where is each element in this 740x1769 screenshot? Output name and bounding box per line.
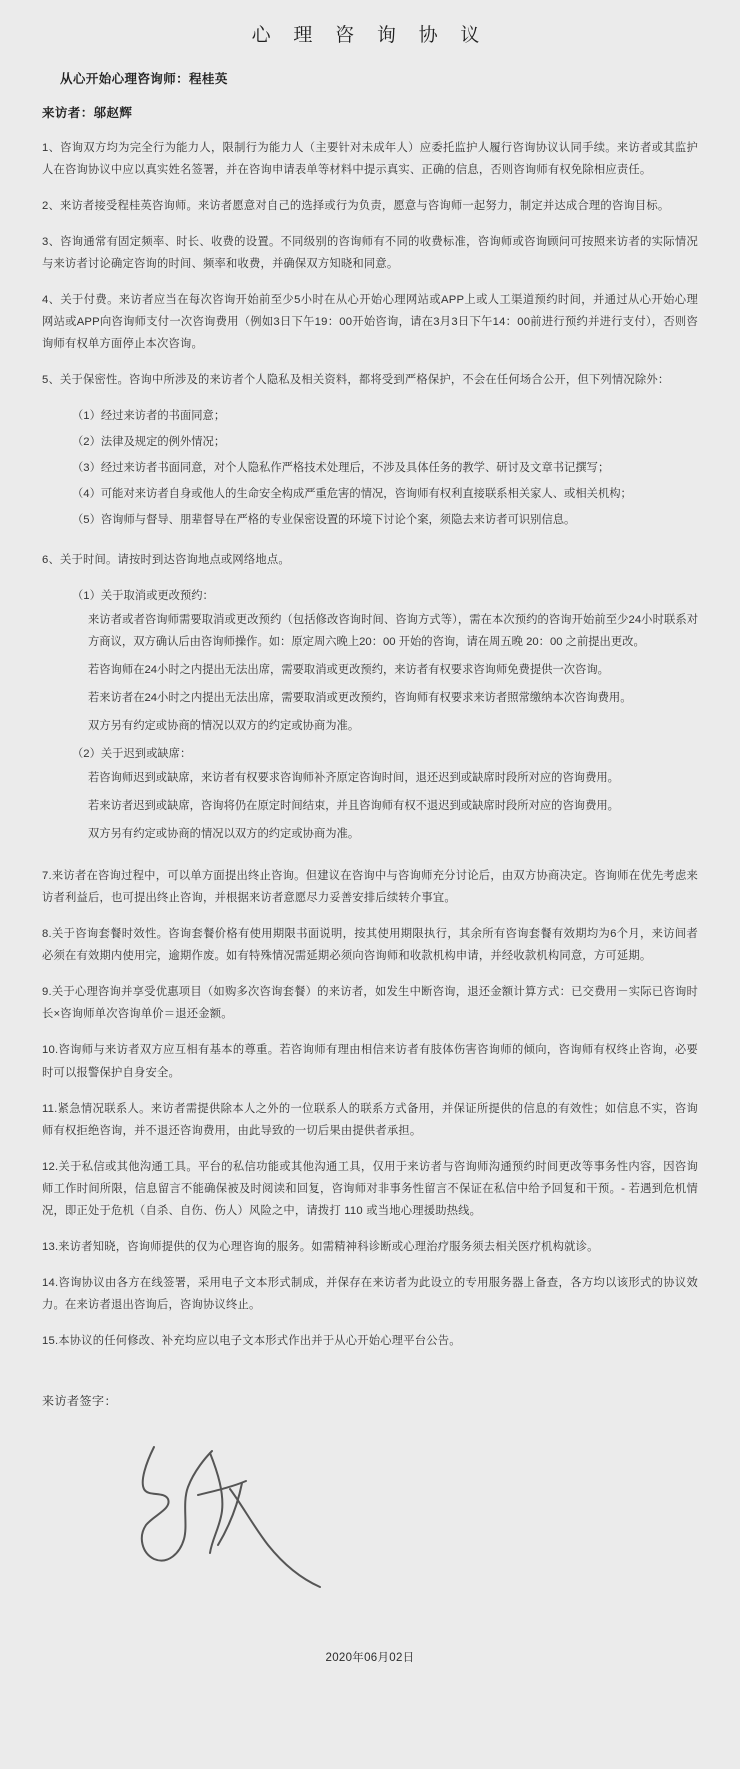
signature-date: 2020年06月02日 xyxy=(325,1651,415,1664)
clause-13: 13.来访者知晓，咨询师提供的仅为心理咨询的服务。如需精神科诊断或心理治疗服务须去相关医疗机构就诊。 xyxy=(42,1240,599,1253)
spacer xyxy=(42,851,698,865)
clause-5-item-3: （3）经过来访者书面同意，对个人隐私作严格技术处理后，不涉及具体任务的教学、研讨及文章书记撰写； xyxy=(72,462,610,475)
clause-6-sub1-para-1: 来访者或者咨询师需要取消或更改预约（包括修改咨询时间、咨询方式等），需在本次预约的咨询开始前至少24小时联系对方商议，双方确认后由咨询师操作。如：原定周六晚上20：00 开始的咨询，请在周五晚 20：00 之前提出更改。 xyxy=(88,614,698,649)
clause-6-sub2-para-1: 若咨询师迟到或缺席，来访者有权要求咨询师补齐原定咨询时间，退还迟到或缺席时段所对应的咨询费用。 xyxy=(88,772,619,785)
clause-9: 9.关于心理咨询并享受优惠项目（如购多次咨询套餐）的来访者，如发生中断咨询，退还金额计算方式：已交费用－实际已咨询时长×咨询师单次咨询单价＝退还金额。 xyxy=(42,986,698,1021)
counselor-line xyxy=(60,69,698,87)
clause-14: 14.咨询协议由各方在线签署，采用电子文本形式制成，并保存在来访者为此设立的专用服务器上备查，各方均以该形式的协议效力。在来访者退出咨询后，咨询协议终止。 xyxy=(42,1276,698,1311)
clause-6-sub2-para-3: 双方另有约定或协商的情况以双方的约定或协商为准。 xyxy=(88,828,360,841)
clause-10: 10.咨询师与来访者双方应互相有基本的尊重。若咨询师有理由相信来访者有肢体伤害咨询师的倾向，咨询师有权终止咨询，必要时可以报警保护自身安全。 xyxy=(42,1044,698,1079)
clause-5-item-5: （5）咨询师与督导、朋辈督导在严格的专业保密设置的环境下讨论个案，须隐去来访者可识别信息。 xyxy=(72,514,576,527)
page-title: 心 理 咨 询 协 议 xyxy=(251,25,489,46)
clause-8: 8.关于咨询套餐时效性。咨询套餐价格有使用期限书面说明，按其使用期限执行，其余所有咨询套餐有效期均为6个月，来访间者必须在有效期内使用完，逾期作废。如有特殊情况需延期必须向咨询师和收款机构申请，并经收款机构同意，方可延期。 xyxy=(42,928,698,963)
clause-6-sub1-title: （1）关于取消或更改预约： xyxy=(72,590,214,603)
clause-1: 1、咨询双方均为完全行为能力人，限制行为能力人（主要针对未成年人）应委托监护人履行咨询协议认同手续。来访者或其监护人在咨询协议中应以真实姓名签署，并在咨询申请表单等材料中提示真实、正确的信息，否则咨询师有权免除相应责任。 xyxy=(42,142,698,177)
clause-12: 12.关于私信或其他沟通工具。平台的私信功能或其他沟通工具，仅用于来访者与咨询师沟通预约时间更改等事务性内容，因咨询师工作时间所限，信息留言不能确保被及时阅读和回复，咨询师对非事务性留言不保证在私信中给予回复和干预。- 若遇到危机情况，即正处于危机（自杀、自伤、伤人）风险之中，请拨打 110 或当地心理援助热线。 xyxy=(42,1160,698,1217)
signature-area[interactable] xyxy=(42,1409,698,1639)
clause-5: 5、关于保密性。咨询中所涉及的来访者个人隐私及相关资料，都将受到严格保护，不会在任何场合公开，但下列情况除外： xyxy=(42,374,670,387)
clause-3: 3、咨询通常有固定频率、时长、收费的设置。不同级别的咨询师有不同的收费标准，咨询师或咨询顾问可按照来访者的实际情况与来访者讨论确定咨询的时间、频率和收费，并确保双方知晓和同意。 xyxy=(42,236,698,271)
clause-15: 15.本协议的任何修改、补充均应以电子文本形式作出并于从心开始心理平台公告。 xyxy=(42,1334,461,1347)
spacer xyxy=(42,535,698,549)
clause-6: 6、关于时间。请按时到达咨询地点或网络地点。 xyxy=(42,554,290,567)
clause-6-sub2-para-2: 若来访者迟到或缺席，咨询将仍在原定时间结束，并且咨询师有权不退迟到或缺席时段所对应的咨询费用。 xyxy=(88,800,619,813)
counselor-name: 程桂英 xyxy=(189,72,228,86)
visitor-name: 邬赵辉 xyxy=(93,106,133,120)
clause-6-sub1-para-4: 双方另有约定或协商的情况以双方的约定或协商为准。 xyxy=(88,720,360,733)
clause-5-item-2: （2）法律及规定的例外情况； xyxy=(72,436,226,449)
clause-6-sub2-title: （2）关于迟到或缺席： xyxy=(72,748,192,761)
counselor-label: 从心开始心理咨询师： xyxy=(60,72,190,86)
clause-7: 7.来访者在咨询过程中，可以单方面提出终止咨询。但建议在咨询中与咨询师充分讨论后，由双方协商决定。咨询师在优先考虑来访者利益后，也可提出终止咨询，并根据来访者意愿尽力妥善安排后续转介事宜。 xyxy=(42,870,698,905)
clause-5-item-4: （4）可能对来访者自身或他人的生命安全构成严重危害的情况，咨询师有权利直接联系相关家人、或相关机构； xyxy=(72,488,632,501)
clause-2: 2、来访者接受程桂英咨询师。来访者愿意对自己的选择或行为负责，愿意与咨询师一起努力，制定并达成合理的咨询目标。 xyxy=(42,200,670,213)
clause-11: 11.紧急情况联系人。来访者需提供除本人之外的一位联系人的联系方式备用，并保证所提供的信息的有效性；如信息不实，咨询师有权拒绝咨询，并不退还咨询费用，由此导致的一切后果由提供者承担。 xyxy=(42,1102,698,1137)
visitor-line xyxy=(42,103,698,121)
clause-6-sub1-para-2: 若咨询师在24小时之内提出无法出席，需要取消或更改预约，来访者有权要求咨询师免费提供一次咨询。 xyxy=(88,664,609,677)
clause-5-item-1: （1）经过来访者的书面同意； xyxy=(72,410,226,423)
clause-4: 4、关于付费。来访者应当在每次咨询开始前至少5小时在从心开始心理网站或APP上或人工渠道预约时间，并通过从心开始心理网站或APP向咨询师支付一次咨询费用（例如3日下午19：00开始咨询，请在3月3日下午14：00前进行预约并进行支付），否则咨询师有权单方面停止本次咨询。 xyxy=(42,294,698,351)
signature-ink xyxy=(102,1429,362,1619)
visitor-label: 来访者： xyxy=(42,106,94,120)
signature-label: 来访者签字： xyxy=(42,1393,118,1408)
clause-6-sub1-para-3: 若来访者在24小时之内提出无法出席，需要取消或更改预约，咨询师有权要求来访者照常缴纳本次咨询费用。 xyxy=(88,692,632,705)
